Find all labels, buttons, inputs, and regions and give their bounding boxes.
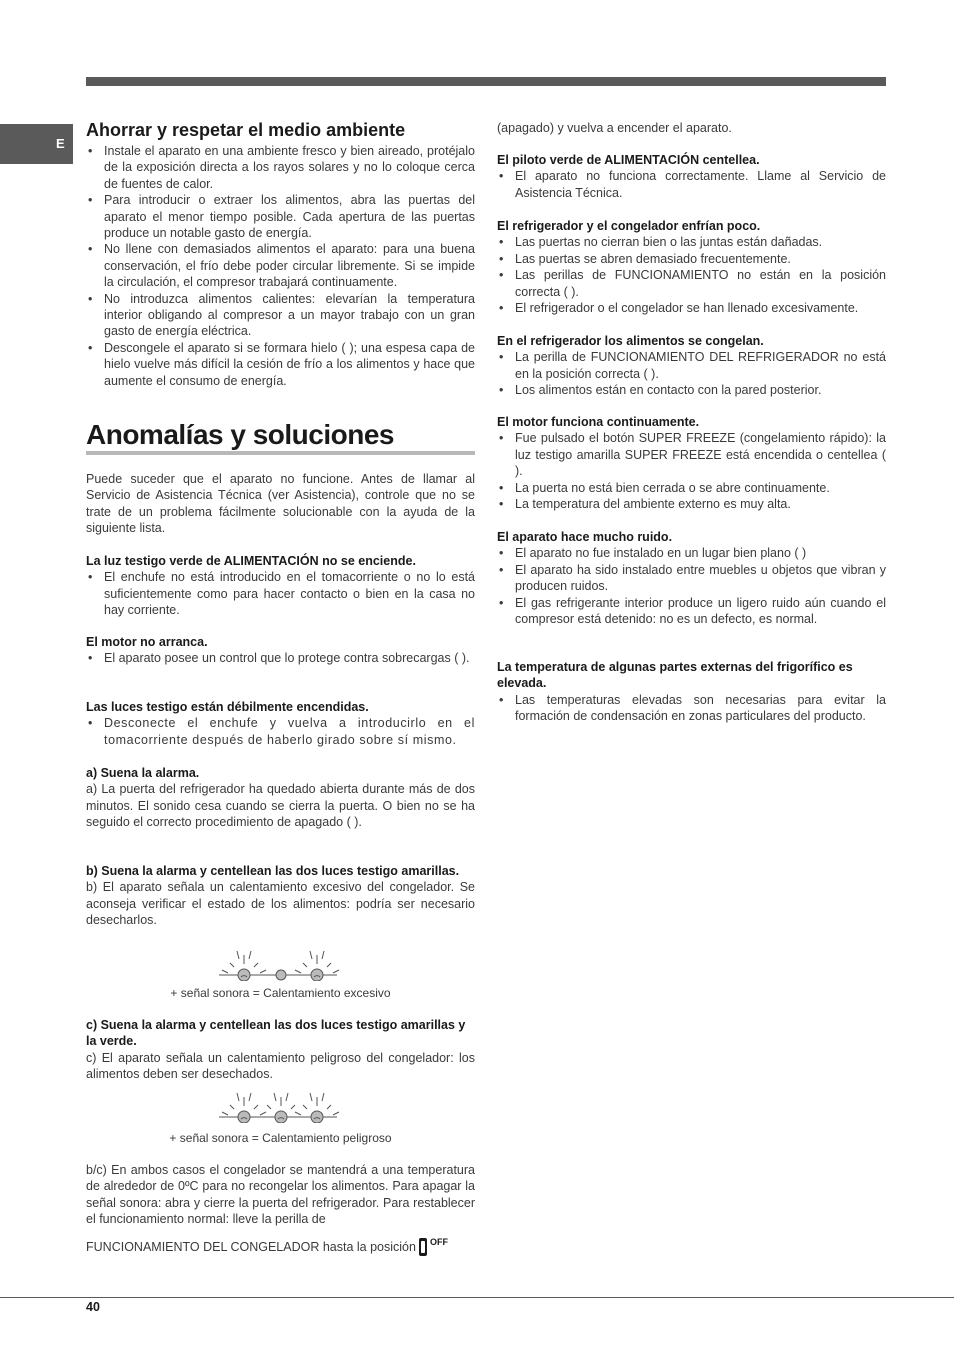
problem-title: La temperatura de algunas partes externas del frigorífico es elevada. (497, 660, 853, 691)
problem-list (497, 545, 886, 627)
list-item: • No llene con demasiados alimentos el aparato: para una buena conservación, el frío debe poder circular libremente. Si se impide la circulación, el compresor trabajará continuamente. (86, 241, 475, 290)
problem-title: El motor funciona continuamente. (497, 415, 700, 429)
environment-list (86, 143, 475, 389)
problem-motor (86, 634, 475, 667)
list-item: • El aparato ha sido instalado entre muebles u objetos que vibran y producen ruidos. (497, 562, 886, 595)
problem-motor-continuous (497, 414, 886, 512)
problem-list (497, 234, 886, 316)
top-divider-bar (86, 77, 886, 86)
lights-caption: + señal sonora = Calentamiento peligroso (169, 1131, 392, 1145)
list-item: • El aparato no funciona correctamente. Llame al Servicio de Asistencia Técnica. (497, 168, 886, 201)
conclusion-text: b/c) En ambos casos el congelador se mantendrá a una temperatura de alrededor de 0ºC para no recongelar los alimentos. Para apagar la señal sonora: abra y cierre la puerta del refrigerador. Para restablecer el funcionamiento normal: lleve la perilla de (86, 1163, 475, 1227)
alarm-conclusion (86, 1162, 475, 1256)
footer-divider (0, 1297, 954, 1298)
list-item: • Las puertas se abren demasiado frecuentemente. (497, 251, 886, 267)
page-number: 40 (86, 1300, 100, 1314)
problem-list (86, 715, 475, 748)
page-title: Anomalías y soluciones (86, 419, 394, 450)
environment-list-block (86, 143, 475, 389)
problem-noise (497, 529, 886, 627)
problem-alarm-a (86, 765, 475, 831)
list-item: • Las puertas no cierran bien o las juntas están dañadas. (497, 234, 886, 250)
problem-list (86, 650, 475, 666)
problem-title: El refrigerador y el congelador enfrían poco. (497, 219, 761, 233)
problem-dim-lights (86, 699, 475, 748)
list-item: • Instale el aparato en una ambiente fresco y bien aireado, protéjalo de la exposición directa a los rayos solares y no lo coloque cerca de fuentes de calor. (86, 143, 475, 192)
list-item: • Descongele el aparato si se formara hielo ( ); una espesa capa de hielo vuelve más difícil la cesión de frío a los alimentos y hace que aumente el consumo de energía. (86, 340, 475, 389)
language-tab-label: E (56, 136, 65, 151)
problem-power-light (86, 553, 475, 619)
list-item: • El aparato posee un control que lo protege contra sobrecargas ( ). (86, 650, 475, 666)
problem-text: b) El aparato señala un calentamiento excesivo del congelador. Se aconseja verificar el estado de los alimentos: podría ser necesario desecharlos. (86, 880, 475, 928)
list-item: • Las temperaturas elevadas son necesarias para evitar la formación de condensación en zonas particulares del producto. (497, 692, 886, 725)
problem-alarm-c (86, 1017, 475, 1083)
list-item: • Las perillas de FUNCIONAMIENTO no están en la posición correcta ( ). (497, 267, 886, 300)
problem-text: a) La puerta del refrigerador ha quedado abierta durante más de dos minutos. El sonido cesa cuando se cierra la puerta. O bien no se ha seguido el correcto procedimiento de apagado ( ). (86, 782, 475, 830)
conclusion-last-line (86, 1234, 475, 1256)
language-tab (0, 124, 73, 164)
caption-excessive (86, 985, 475, 1001)
problem-list (497, 692, 886, 725)
problem-text: c) El aparato señala un calentamiento peligroso del congelador: los alimentos deben ser desechados. (86, 1050, 475, 1082)
problem-title: a) Suena la alarma. (86, 766, 200, 780)
list-item: • La perilla de FUNCIONAMIENTO DEL REFRIGERADOR no está en la posición correcta ( ). (497, 349, 886, 382)
problem-title: En el refrigerador los alimentos se congelan. (497, 334, 764, 348)
problem-list (497, 168, 886, 201)
list-item: • La puerta no está bien cerrada o se abre continuamente. (497, 480, 886, 496)
problem-list (497, 349, 886, 398)
lights-caption: + señal sonora = Calentamiento excesivo (170, 986, 391, 1000)
list-item: • Los alimentos están en contacto con la pared posterior. (497, 382, 886, 398)
problem-title: b) Suena la alarma y centellean las dos luces testigo amarillas. (86, 864, 460, 878)
problem-alarm-b (86, 863, 475, 929)
problem-list (86, 569, 475, 618)
problem-title: La luz testigo verde de ALIMENTACIÓN no se enciende. (86, 554, 416, 568)
list-item: • No introduzca alimentos calientes: elevarían la temperatura interior obligando al compresor a un mayor trabajo con un gran gasto de energía eléctrica. (86, 291, 475, 340)
list-item: • El enchufe no está introducido en el tomacorriente o no lo está suficientemente como para hacer contacto o bien en la casa no hay corriente. (86, 569, 475, 618)
problem-title: El piloto verde de ALIMENTACIÓN centellea. (497, 153, 760, 167)
list-item: • La temperatura del ambiente externo es muy alta. (497, 496, 886, 512)
conclusion-last-text: FUNCIONAMIENTO DEL CONGELADOR hasta la posición (86, 1239, 416, 1254)
section-title-environment: Ahorrar y respetar el medio ambiente (86, 120, 406, 140)
problem-cooling (497, 218, 886, 316)
list-item: • Fue pulsado el botón SUPER FREEZE (congelamiento rápido): la luz testigo amarilla SUPER FREEZE está encendida o centellea ( ). (497, 430, 886, 479)
list-item: • El aparato no fue instalado en un lugar bien plano ( ) (497, 545, 886, 561)
continued-text-block (497, 120, 886, 136)
list-item: • Desconecte el enchufe y vuelva a introducirlo en el tomacorriente después de haberlo girado sobre sí mismo. (86, 715, 475, 748)
problem-title: El aparato hace mucho ruido. (497, 530, 673, 544)
intro-text: Puede suceder que el aparato no funcione. Antes de llamar al Servicio de Asistencia Técnica (ver Asistencia), controle que no se trate de un problema fácilmente solucionable con la ayuda de la siguiente lista. (86, 472, 475, 536)
problem-title: Las luces testigo están débilmente encendidas. (86, 700, 369, 714)
problem-title: El motor no arranca. (86, 635, 208, 649)
intro-block (86, 471, 475, 537)
title-underline (86, 451, 475, 455)
indicator-lights-yellow-flash-icon (219, 947, 343, 981)
problem-list (497, 430, 886, 512)
list-item: • Para introducir o extraer los alimentos, abra las puertas del aparato el menor tiempo posible. Cada apertura de las puertas produce un notable gasto de energía. (86, 192, 475, 241)
problem-green-flash (497, 152, 886, 201)
list-item: • El gas refrigerante interior produce un ligero ruido aún cuando el compresor está detenido: no es un defecto, es normal. (497, 595, 886, 628)
problem-title: c) Suena la alarma y centellean las dos luces testigo amarillas y la verde. (86, 1018, 466, 1049)
list-item: • El refrigerador o el congelador se han llenado excesivamente. (497, 300, 886, 316)
off-label: OFF (429, 1236, 448, 1247)
caption-dangerous (86, 1130, 475, 1146)
indicator-lights-all-flash-icon (219, 1089, 343, 1123)
continued-text: (apagado) y vuelva a encender el aparato. (497, 121, 732, 135)
knob-icon (419, 1238, 427, 1256)
problem-freezing (497, 333, 886, 399)
problem-external-temp (497, 659, 886, 725)
